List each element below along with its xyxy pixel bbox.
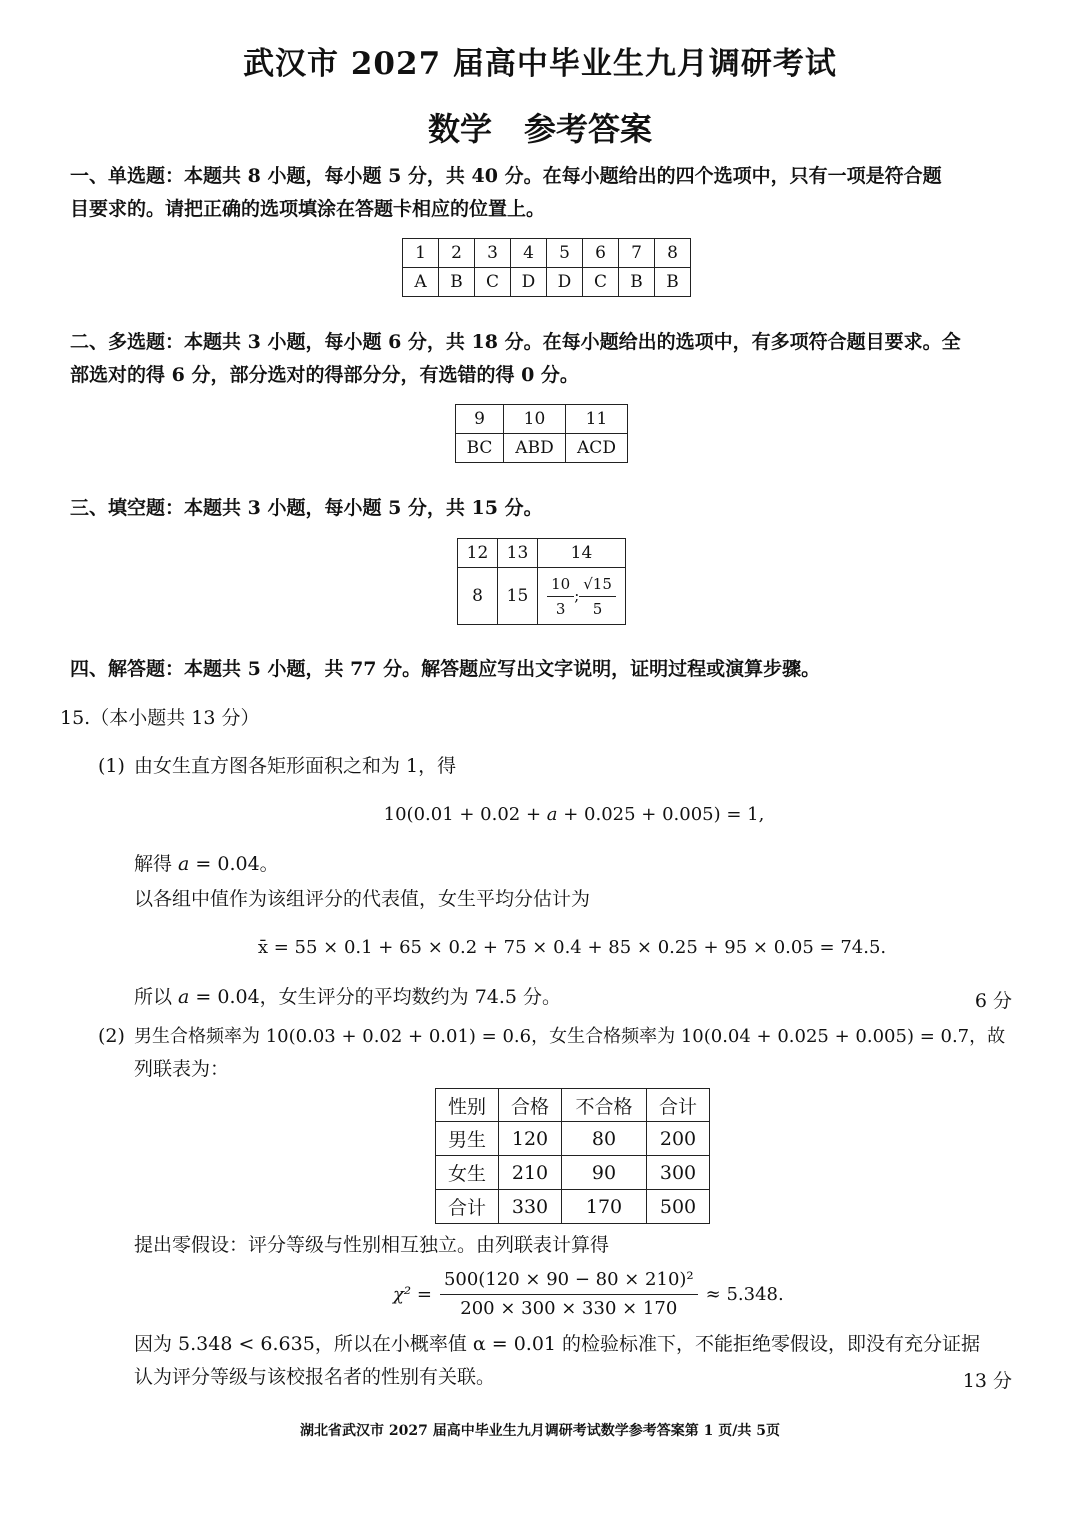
- section1-line2: 目要求的。请把正确的选项填涂在答题卡相应的位置上。: [70, 198, 546, 220]
- table-cell: 2: [439, 239, 475, 268]
- null-hypothesis: 提出零假设：评分等级与性别相互独立。由列联表计算得: [134, 1234, 610, 1256]
- table-row: [436, 1190, 710, 1224]
- question-15-header: 15.（本小题共 13 分）: [60, 707, 260, 729]
- table-cell: 330: [499, 1190, 562, 1224]
- table-cell: D: [547, 268, 583, 297]
- table-header: 性别: [436, 1089, 499, 1122]
- chi-square-formula: [393, 1266, 784, 1323]
- page-footer: 湖北省武汉市 2027 届高中毕业生九月调研考试数学参考答案第 1 页/共 5页: [300, 1423, 780, 1439]
- fraction-numerator: 10: [547, 572, 574, 597]
- table-cell: 210: [499, 1156, 562, 1190]
- chi-square-numerator: 500(120 × 90 − 80 × 210)²: [440, 1266, 698, 1295]
- fraction: [547, 572, 574, 621]
- table-cell: 15: [498, 568, 538, 625]
- table-cell: 合计: [436, 1190, 499, 1224]
- solve-line: 解得 𝑎 = 0.04。: [134, 853, 279, 875]
- table-cell: 3: [475, 239, 511, 268]
- single-choice-answer-table: [402, 238, 691, 297]
- multi-choice-answer-table: [455, 404, 628, 463]
- table-cell: 170: [562, 1190, 647, 1224]
- table-cell: 200: [647, 1122, 710, 1156]
- separator: ;: [574, 586, 580, 604]
- equation-1: 10(0.01 + 0.02 + 𝑎 + 0.025 + 0.005) = 1,: [383, 804, 765, 825]
- table-row: [436, 1156, 710, 1190]
- table-cell: 女生: [436, 1156, 499, 1190]
- table-cell: ACD: [566, 434, 628, 463]
- table-cell: 80: [562, 1122, 647, 1156]
- table-cell: 7: [619, 239, 655, 268]
- part1-label: (1): [98, 755, 125, 777]
- conclusion-2-line1: 因为 5.348 < 6.635，所以在小概率值 α = 0.01 的检验标准下，不能拒绝零假设，即没有充分证据: [134, 1333, 981, 1355]
- table-cell: C: [475, 268, 511, 297]
- part2-line1: 男生合格频率为 10(0.03 + 0.02 + 0.01) = 0.6，女生合格频率为 10(0.04 + 0.025 + 0.005) = 0.7，故: [134, 1026, 1006, 1047]
- answer-14-cell: [538, 568, 626, 625]
- table-cell: 5: [547, 239, 583, 268]
- fill-blank-answer-table: [457, 538, 626, 625]
- fraction-denominator: 5: [592, 599, 603, 618]
- table-cell: 300: [647, 1156, 710, 1190]
- table-cell: 8: [458, 568, 498, 625]
- table-row: [436, 1122, 710, 1156]
- section1-line1: 一、单选题：本题共 8 小题，每小题 5 分，共 40 分。在每小题给出的四个选项中，只有一项是符合题: [70, 165, 942, 187]
- table-cell: 1: [403, 239, 439, 268]
- fraction: [579, 572, 616, 621]
- mean-intro: 以各组中值作为该组评分的代表值，女生平均分估计为: [134, 888, 591, 910]
- table-header: 合格: [499, 1089, 562, 1122]
- table-cell: 10: [504, 405, 566, 434]
- table-cell: 11: [566, 405, 628, 434]
- fraction-denominator: 3: [555, 599, 566, 618]
- section4-line1: 四、解答题：本题共 5 小题，共 77 分。解答题应写出文字说明，证明过程或演算步骤。: [70, 658, 821, 680]
- table-cell: 9: [456, 405, 504, 434]
- score-1: 6 分: [974, 990, 1012, 1012]
- chi-square-fraction: [440, 1266, 698, 1323]
- table-header: 合计: [647, 1089, 710, 1122]
- section2-line1: 二、多选题：本题共 3 小题，每小题 6 分，共 18 分。在每小题给出的选项中，有多项符合题目要求。全: [70, 331, 961, 353]
- table-cell: 4: [511, 239, 547, 268]
- table-cell: 8: [655, 239, 691, 268]
- score-2: 13 分: [962, 1370, 1012, 1392]
- part1-text: 由女生直方图各矩形面积之和为 1，得: [134, 755, 457, 777]
- table-cell: A: [403, 268, 439, 297]
- table-cell: ABD: [504, 434, 566, 463]
- table-cell: 12: [458, 539, 498, 568]
- table-cell: 500: [647, 1190, 710, 1224]
- chi-square-rhs: ≈ 5.348.: [705, 1284, 784, 1305]
- table-cell: 6: [583, 239, 619, 268]
- document-title: 武汉市 2027 届高中毕业生九月调研考试: [243, 46, 837, 82]
- table-cell: 90: [562, 1156, 647, 1190]
- table-cell: D: [511, 268, 547, 297]
- table-cell: C: [583, 268, 619, 297]
- section3-line1: 三、填空题：本题共 3 小题，每小题 5 分，共 15 分。: [70, 497, 543, 519]
- conclusion-2-line2: 认为评分等级与该校报名者的性别有关联。: [134, 1366, 496, 1388]
- chi-square-denominator: 200 × 300 × 330 × 170: [460, 1298, 678, 1319]
- document-subtitle: 数学 参考答案: [427, 110, 652, 148]
- part2-label: (2): [98, 1025, 125, 1047]
- table-cell: 13: [498, 539, 538, 568]
- table-cell: B: [439, 268, 475, 297]
- table-cell: 男生: [436, 1122, 499, 1156]
- conclusion-1: 所以 𝑎 = 0.04，女生评分的平均数约为 74.5 分。: [134, 986, 562, 1008]
- fraction-numerator: √15: [579, 572, 616, 597]
- table-cell: 14: [538, 539, 626, 568]
- equation-2: x̄ = 55 × 0.1 + 65 × 0.2 + 75 × 0.4 + 85 × 0.25 + 95 × 0.05 = 74.5.: [257, 937, 887, 958]
- table-cell: B: [655, 268, 691, 297]
- section2-line2: 部选对的得 6 分，部分选对的得部分分，有选错的得 0 分。: [70, 364, 579, 386]
- table-cell: BC: [456, 434, 504, 463]
- table-header: 不合格: [562, 1089, 647, 1122]
- chi-square-lhs: χ² =: [393, 1284, 432, 1305]
- part2-line2: 列联表为：: [134, 1058, 230, 1080]
- table-cell: B: [619, 268, 655, 297]
- contingency-table: [435, 1088, 710, 1224]
- table-cell: 120: [499, 1122, 562, 1156]
